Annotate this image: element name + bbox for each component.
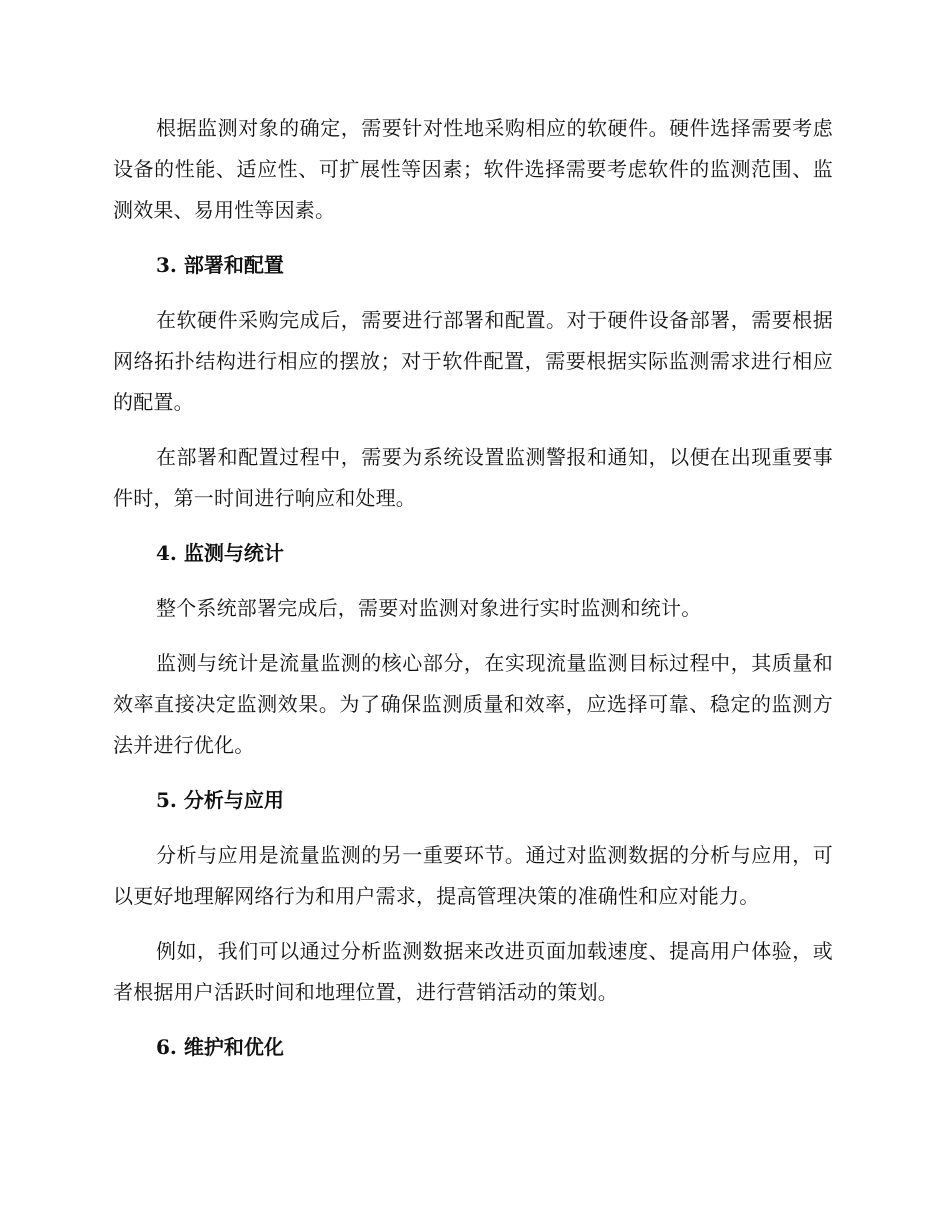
paragraph-monitoring-core: 监测与统计是流量监测的核心部分，在实现流量监测目标过程中，其质量和效率直接决定监测效果。为了确保监测质量和效率，应选择可靠、稳定的监测方法并进行优化。 <box>113 651 833 757</box>
paragraph-realtime-monitoring: 整个系统部署完成后，需要对监测对象进行实时监测和统计。 <box>156 596 702 620</box>
section-heading-monitoring-statistics: 4. 监测与统计 <box>156 541 284 565</box>
paragraph-deployment-config: 在软硬件采购完成后，需要进行部署和配置。对于硬件设备部署，需要根据网络拓扑结构进行相应的摆放；对于软件配置，需要根据实际监测需求进行相应的配置。 <box>113 308 833 414</box>
paragraph-hardware-software-selection: 根据监测对象的确定，需要针对性地采购相应的软硬件。硬件选择需要考虑设备的性能、适应性、可扩展性等因素；软件选择需要考虑软件的监测范围、监测效果、易用性等因素。 <box>113 116 833 222</box>
document-page <box>113 108 833 1068</box>
paragraph-analysis-example: 例如，我们可以通过分析监测数据来改进页面加载速度、提高用户体验，或者根据用户活跃时间和地理位置，进行营销活动的策划。 <box>113 939 833 1004</box>
paragraph-analysis-application: 分析与应用是流量监测的另一重要环节。通过对监测数据的分析与应用，可以更好地理解网络行为和用户需求，提高管理决策的准确性和应对能力。 <box>113 843 833 908</box>
section-heading-analysis-application: 5. 分析与应用 <box>156 788 284 812</box>
paragraph-alerts-notifications: 在部署和配置过程中，需要为系统设置监测警报和通知，以便在出现重要事件时，第一时间进行响应和处理。 <box>113 445 833 510</box>
section-heading-deployment-config: 3. 部署和配置 <box>156 253 284 277</box>
section-heading-maintenance-optimization: 6. 维护和优化 <box>156 1035 284 1059</box>
